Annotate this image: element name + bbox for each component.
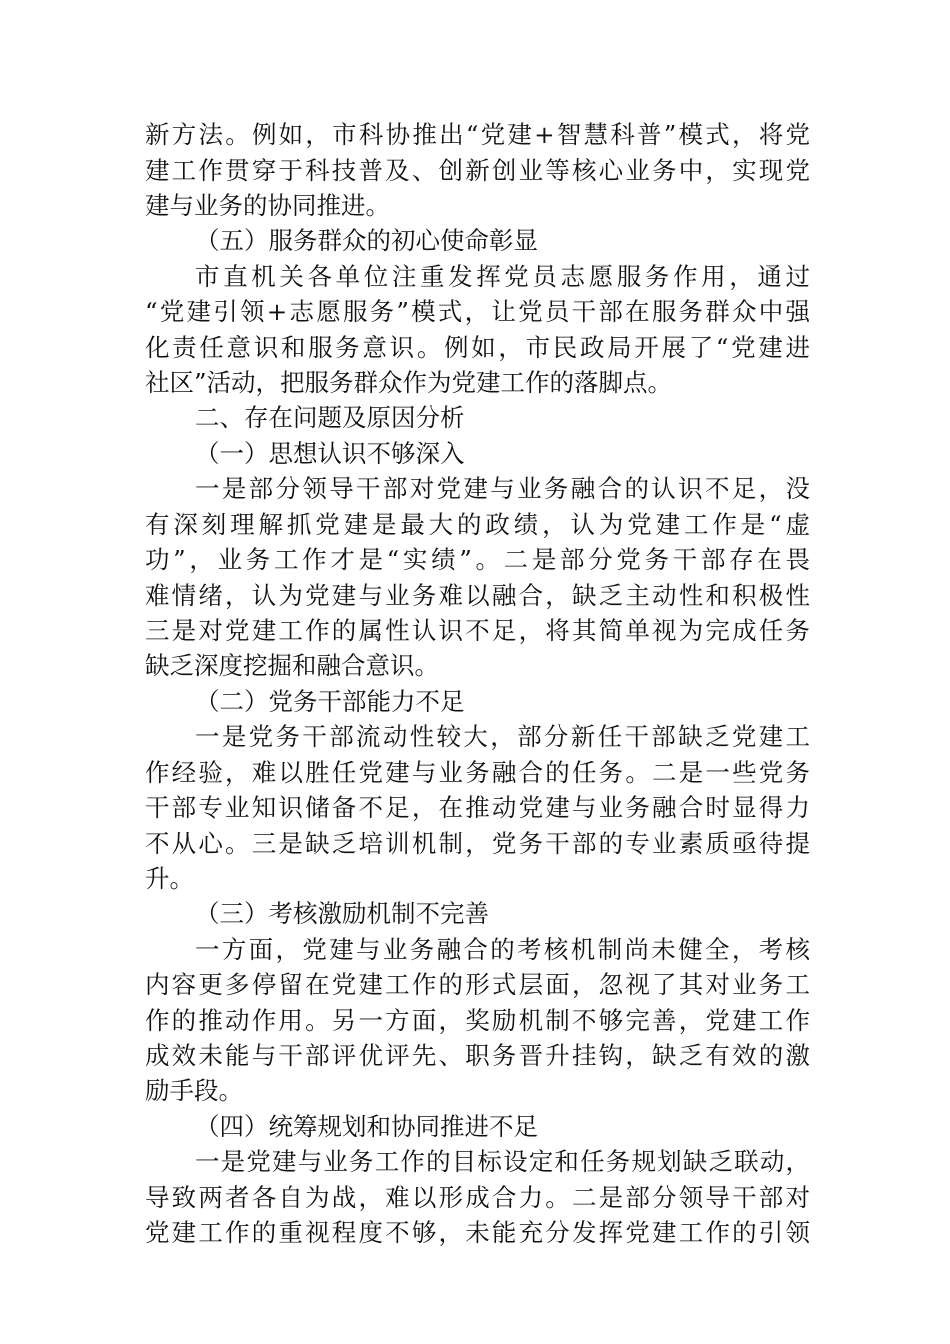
paragraph-line: 一是党务干部流动性较大，部分新任干部缺乏党建工 <box>195 722 810 751</box>
paragraph-line: 功”，业务工作才是“实绩”。二是部分党务干部存在畏 <box>145 545 810 574</box>
paragraph-line: 社区”活动，把服务群众作为党建工作的落脚点。 <box>145 368 673 397</box>
section-subheading: （二）党务干部能力不足 <box>195 687 465 716</box>
paragraph-line: 导致两者各自为战，难以形成合力。二是部分领导干部对 <box>145 1183 810 1212</box>
paragraph-line: 成效未能与干部评优评先、职务晋升挂钩，缺乏有效的激 <box>145 1041 810 1070</box>
paragraph-line: “党建引领+志愿服务”模式，让党员干部在服务群众中强 <box>145 297 810 326</box>
paragraph-line: 建与业务的协同推进。 <box>145 191 390 220</box>
section-heading: 二、存在问题及原因分析 <box>195 403 465 432</box>
paragraph-line: 励手段。 <box>145 1076 243 1105</box>
paragraph-line: 化责任意识和服务意识。例如，市民政局开展了“党建进 <box>145 333 810 362</box>
section-subheading: （五）服务群众的初心使命彰显 <box>195 226 538 255</box>
paragraph-line: 市直机关各单位注重发挥党员志愿服务作用，通过 <box>195 262 810 291</box>
paragraph-line: 缺乏深度挖掘和融合意识。 <box>145 651 439 680</box>
paragraph-line: 新方法。例如，市科协推出“党建+智慧科普”模式，将党 <box>145 120 810 149</box>
paragraph-line: 作的推动作用。另一方面，奖励机制不够完善，党建工作 <box>145 1006 810 1035</box>
paragraph-line: 建工作贯穿于科技普及、创新创业等核心业务中，实现党 <box>145 156 810 185</box>
section-subheading: （一）思想认识不够深入 <box>195 439 465 468</box>
paragraph-line: 一是党建与业务工作的目标设定和任务规划缺乏联动， <box>195 1147 810 1176</box>
paragraph-line: 不从心。三是缺乏培训机制，党务干部的专业素质亟待提 <box>145 829 810 858</box>
paragraph-line: 难情绪，认为党建与业务难以融合，缺乏主动性和积极性 <box>145 581 810 610</box>
paragraph-line: 一是部分领导干部对党建与业务融合的认识不足，没 <box>195 474 810 503</box>
paragraph-line: 内容更多停留在党建工作的形式层面，忽视了其对业务工 <box>145 970 810 999</box>
paragraph-line: 一方面，党建与业务融合的考核机制尚未健全，考核 <box>195 935 810 964</box>
paragraph-line: 作经验，难以胜任党建与业务融合的任务。二是一些党务 <box>145 758 810 787</box>
paragraph-line: 三是对党建工作的属性认识不足，将其简单视为完成任务 <box>145 616 810 645</box>
paragraph-line: 干部专业知识储备不足，在推动党建与业务融合时显得力 <box>145 793 810 822</box>
paragraph-line: 党建工作的重视程度不够，未能充分发挥党建工作的引领 <box>145 1218 810 1247</box>
section-subheading: （三）考核激励机制不完善 <box>195 899 489 928</box>
paragraph-line: 升。 <box>145 864 194 893</box>
section-subheading: （四）统筹规划和协同推进不足 <box>195 1112 538 1141</box>
paragraph-line: 有深刻理解抓党建是最大的政绩，认为党建工作是“虚 <box>145 510 810 539</box>
